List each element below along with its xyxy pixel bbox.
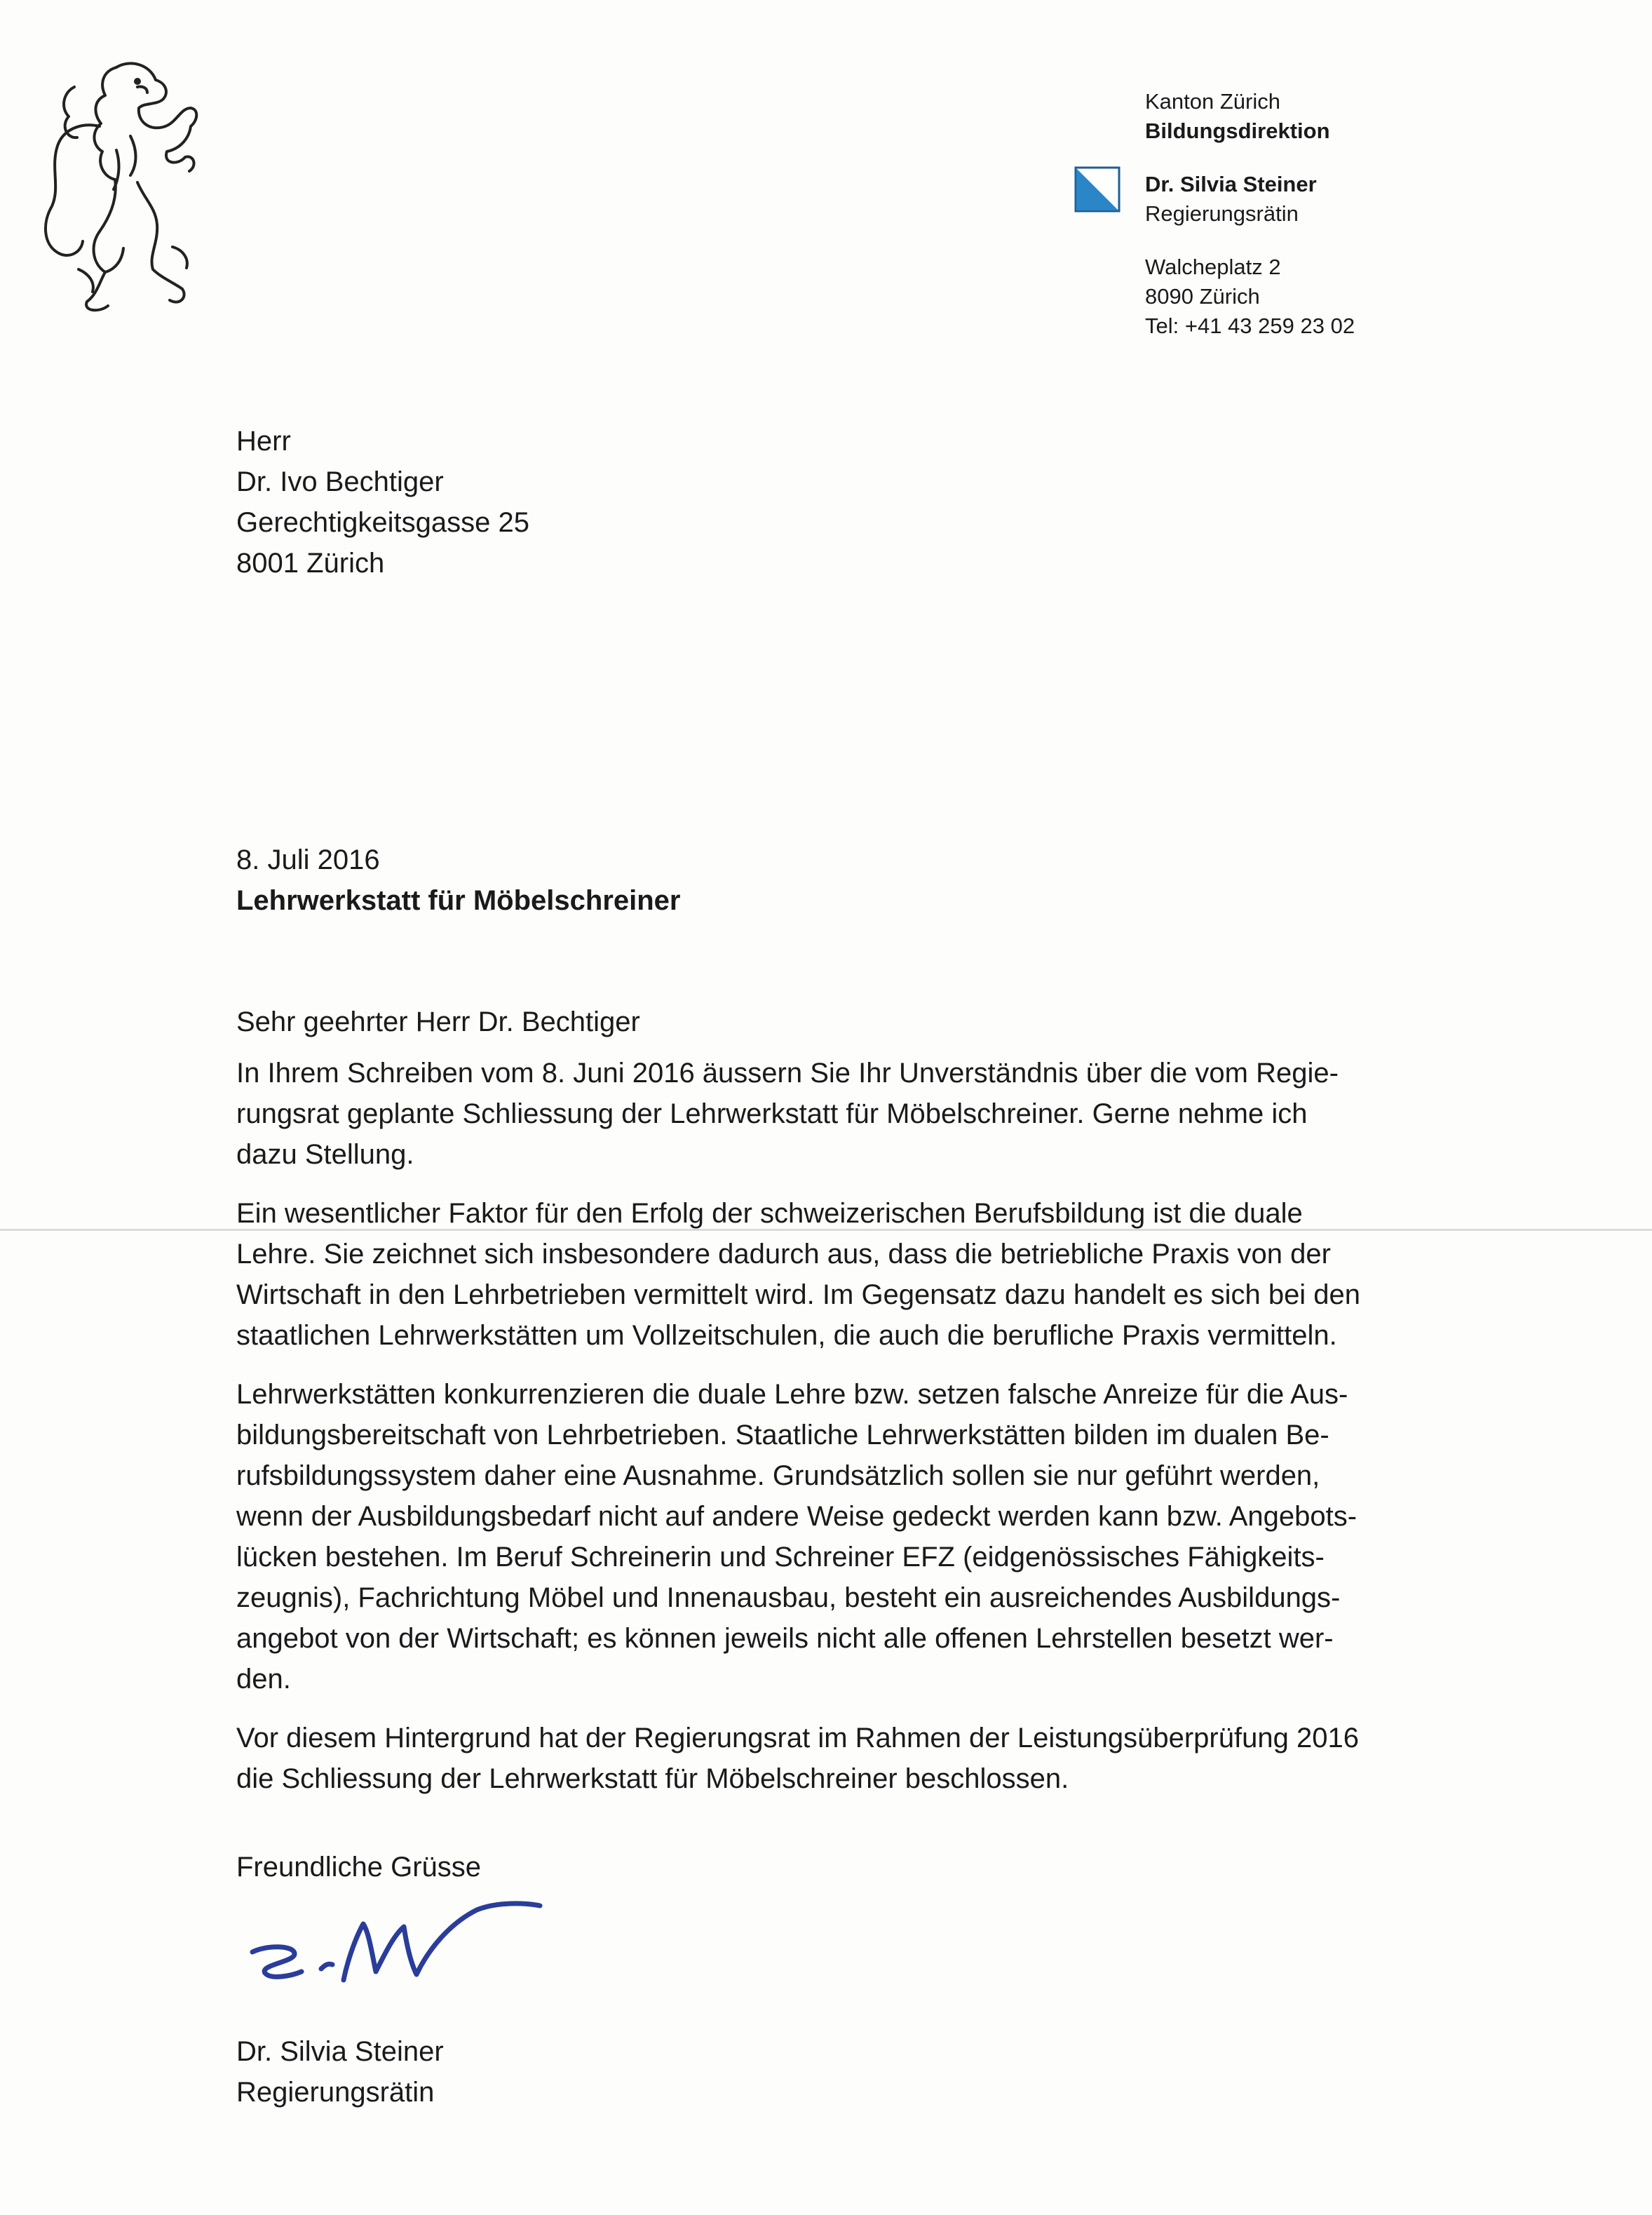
signer-title: Regierungsrätin — [236, 2077, 435, 2108]
paragraph-line: Lehre. Sie zeichnet sich insbesondere dadurch aus, dass die betriebliche Praxis von der — [236, 1239, 1331, 1270]
paragraph-line: staatlichen Lehrwerkstätten um Vollzeitschulen, die auch die berufliche Praxis vermitteln. — [236, 1320, 1337, 1351]
handwritten-signature — [238, 1896, 603, 2001]
recipient-street: Gerechtigkeitsgasse 25 — [236, 507, 530, 538]
paragraph-4 — [236, 1718, 1470, 1799]
paragraph-line: bildungsbereitschaft von Lehrbetrieben. Staatliche Lehrwerkstätten bilden im dualen Be- — [236, 1420, 1329, 1450]
paragraph-line: Vor diesem Hintergrund hat der Regierungsrat im Rahmen der Leistungsüberprüfung 2016 — [236, 1723, 1359, 1753]
letter-salutation: Sehr geehrter Herr Dr. Bechtiger — [236, 1006, 640, 1037]
letter-closing: Freundliche Grüsse — [236, 1852, 482, 1883]
official-name: Dr. Silvia Steiner — [1145, 172, 1317, 196]
paragraph-1 — [236, 1053, 1470, 1175]
paragraph-line: Ein wesentlicher Faktor für den Erfolg der schweizerischen Berufsbildung ist die duale — [236, 1198, 1303, 1229]
paragraph-line: dazu Stellung. — [236, 1139, 414, 1170]
recipient-address — [236, 421, 529, 584]
sender-city: 8090 Zürich — [1145, 284, 1260, 309]
letter-subject: Lehrwerkstatt für Möbelschreiner — [236, 885, 681, 916]
official-title: Regierungsrätin — [1145, 201, 1299, 226]
paragraph-line: rungsrat geplante Schliessung der Lehrwerkstatt für Möbelschreiner. Gerne nehme ich — [236, 1098, 1308, 1129]
canton-emblem-icon — [1074, 166, 1120, 213]
letter-body — [236, 1002, 1470, 1817]
paragraph-line: zeugnis), Fachrichtung Möbel und Innenausbau, besteht ein ausreichendes Ausbildungs- — [236, 1582, 1341, 1613]
paragraph-line: den. — [236, 1664, 291, 1695]
zurich-lion-icon — [32, 59, 215, 320]
letter-date: 8. Juli 2016 — [236, 844, 380, 875]
signer-block — [236, 2031, 444, 2113]
sender-street: Walcheplatz 2 — [1145, 255, 1281, 279]
recipient-name: Dr. Ivo Bechtiger — [236, 466, 444, 497]
recipient-salutation-line: Herr — [236, 426, 291, 457]
paragraph-line: Lehrwerkstätten konkurrenzieren die duale Lehre bzw. setzen falsche Anreize für die Aus- — [236, 1379, 1348, 1410]
paragraph-line: rufsbildungssystem daher eine Ausnahme. Grundsätzlich sollen sie nur geführt werden, — [236, 1460, 1320, 1491]
paragraph-3 — [236, 1374, 1470, 1699]
paragraph-line: In Ihrem Schreiben vom 8. Juni 2016 äussern Sie Ihr Unverständnis über die vom Regie- — [236, 1058, 1339, 1089]
signer-name: Dr. Silvia Steiner — [236, 2036, 444, 2067]
sender-block — [1145, 87, 1355, 341]
recipient-city: 8001 Zürich — [236, 548, 385, 579]
paragraph-line: angebot von der Wirtschaft; es können jeweils nicht alle offenen Lehrstellen besetzt wer- — [236, 1623, 1334, 1654]
paragraph-line: wenn der Ausbildungsbedarf nicht auf andere Weise gedeckt werden kann bzw. Angebots- — [236, 1501, 1358, 1532]
paragraph-line: Wirtschaft in den Lehrbetrieben vermittelt wird. Im Gegensatz dazu handelt es sich bei den — [236, 1279, 1361, 1310]
department-name: Bildungsdirektion — [1145, 119, 1330, 143]
sender-phone: Tel: +41 43 259 23 02 — [1145, 314, 1355, 338]
canton-name: Kanton Zürich — [1145, 89, 1280, 114]
paragraph-line: die Schliessung der Lehrwerkstatt für Möbelschreiner beschlossen. — [236, 1763, 1069, 1794]
paragraph-2 — [236, 1193, 1470, 1356]
paragraph-line: lücken bestehen. Im Beruf Schreinerin und Schreiner EFZ (eidgenössisches Fähigkeits- — [236, 1542, 1325, 1573]
